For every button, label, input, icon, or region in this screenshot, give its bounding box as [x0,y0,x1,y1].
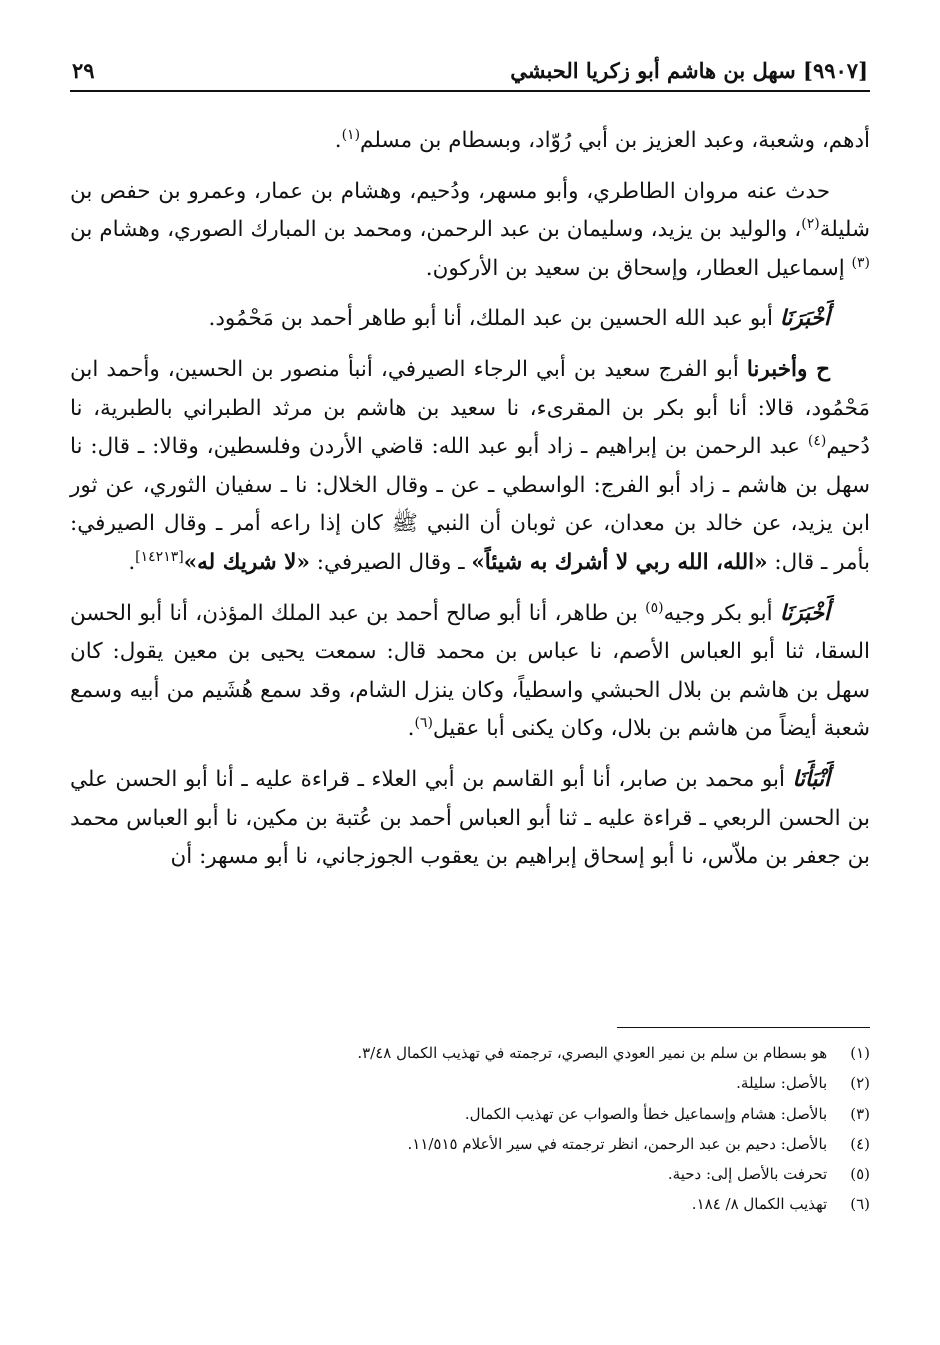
isnad-lead: ح وأخبرنا [746,356,830,382]
hadith-reference: [١٤٢١٣] [135,548,184,565]
footnote-number: (٤) [850,1134,870,1153]
paragraph-text: ـ وقال الصيرفي: [316,549,465,575]
isnad-lead: أَنْبَأَنَا [792,766,830,792]
footnote-item [70,1159,870,1189]
running-header [70,56,870,92]
footnote-marker: (٥) [645,599,664,616]
paragraph-text: حدث عنه مروان الطاطري، وأبو مسهر، ودُحيم، وهشام بن عمار، وعمرو بن حفص بن شليلة [70,178,870,243]
footnotes [70,1038,870,1220]
hadith-quote: «لا شريك له» [183,549,310,575]
paragraph-4 [70,351,870,583]
footnote-item [70,1129,870,1159]
paragraph-3 [70,300,870,339]
paragraph-text: عبد الرحمن بن إبراهيم ـ زاد أبو عبد الله: قاضي الأردن وفلسطين، وقالا: ـ قال: نا سهل بن هاشم ـ زاد أبو الفرج: الواسطي ـ عن ـ وقال الخلال: نا ـ سفيان الثوري، عن ثور ابن يزيد، عن خالد بن معدان، عن ثوبان أن النبي ﷺ كان إذا راعه أمر ـ وقال الصيرفي: بأمر ـ قال: [70,434,870,575]
paragraph-1 [70,122,870,161]
footnote-number: (٥) [850,1165,870,1184]
paragraph-tail: . [334,128,342,153]
footnote-item [70,1189,870,1219]
footnote-number: (٣) [850,1104,870,1123]
paragraph-tail: . [128,549,136,575]
footnote-marker: (٣) [851,254,870,271]
paragraph-tail: . [407,716,415,742]
page-number: ٢٩ [72,58,95,83]
footnote-number: (٦) [850,1195,870,1214]
footnote-item [70,1068,870,1098]
footnote-text: بالأصل: دحيم بن عبد الرحمن، انظر ترجمته في سير الأعلام ١١/٥١٥. [407,1134,828,1153]
paragraph-text: أبو بكر وجيه [663,600,773,626]
paragraph-text: ، والوليد بن يزيد، وسليمان بن عبد الرحمن، ومحمد بن المبارك الصوري، وهشام بن [70,217,802,243]
paragraph-text: أبو محمد بن صابر، أنا أبو القاسم بن أبي العلاء ـ قراءة عليه ـ أنا أبو الحسن علي بن الحسن الربعي ـ قراءة عليه ـ ثنا أبو العباس أحمد بن عُتبة بن مكين، نا أبو العباس محمد بن جعفر بن ملاّس، نا أبو إسحاق إبراهيم بن يعقوب الجوزجاني، نا أبو مسهر: أن [70,766,870,870]
footnote-divider [617,1027,870,1028]
footnote-marker: (٢) [801,216,820,233]
main-text [70,122,870,883]
footnote-number: (١) [850,1044,870,1062]
footnote-number: (٢) [850,1074,870,1093]
footnote-text: هو بسطام بن سلم بن نمير العودي البصري، ترجمته في تهذيب الكمال ٣/٤٨. [357,1044,828,1062]
footnote-marker: (٦) [414,715,433,732]
footnote-text: بالأصل: سليلة. [736,1074,828,1093]
paragraph-text: أدهم، وشعبة، وعبد العزيز بن أبي رُوّاد، وبسطام بن مسلم [360,128,870,153]
paragraph-text: إسماعيل العطار، وإسحاق بن سعيد بن الأركون. [425,255,845,281]
footnote-marker: (١) [341,126,361,143]
paragraph-text: أبو عبد الله الحسين بن عبد الملك، أنا أبو طاهر أحمد بن مَحْمُود. [208,306,773,332]
hadith-quote: «الله، الله ربي لا أشرك به شيئاً» [471,549,768,575]
footnote-text: تهذيب الكمال ٨/ ١٨٤. [691,1195,828,1214]
footnote-item [70,1038,870,1068]
footnote-text: تحرفت بالأصل إلى: دحية. [667,1165,828,1184]
footnote-text: بالأصل: هشام وإسماعيل خطأ والصواب عن تهذيب الكمال. [464,1104,828,1123]
footnote-marker: (٤) [807,433,827,449]
paragraph-6 [70,761,870,877]
isnad-lead: أَخْبَرَنَا [779,306,830,332]
paragraph-2 [70,173,870,289]
paragraph-5 [70,595,870,749]
header-title: [٩٩٠٧] سهل بن هاشم أبو زكريا الحبشي [510,58,868,83]
footnote-item [70,1099,870,1129]
paragraph-text: أبو الفرج سعيد بن أبي الرجاء الصيرفي، أنبأ منصور بن الحسين، وأحمد ابن مَحْمُود، قالا: أنا أبو بكر بن المقرىء، نا سعيد بن هاشم بن مرثد الطبراني بالطبرية، نا دُحيم [70,356,870,460]
isnad-lead: أَخْبَرَنَا [779,600,830,626]
paragraph-text: بن طاهر، أنا أبو صالح أحمد بن عبد الملك المؤذن، أنا أبو الحسن السقا، ثنا أبو العباس الأصم، نا عباس بن محمد قال: سمعت يحيى بن معين يقول: كان سهل بن هاشم بن بلال الحبشي واسطياً، وكان ينزل الشام، وقد سمع هُشَيم من أبيه وسمع شعبة أيضاً من هاشم بن بلال، وكان يكنى أبا عقيل [70,600,870,742]
